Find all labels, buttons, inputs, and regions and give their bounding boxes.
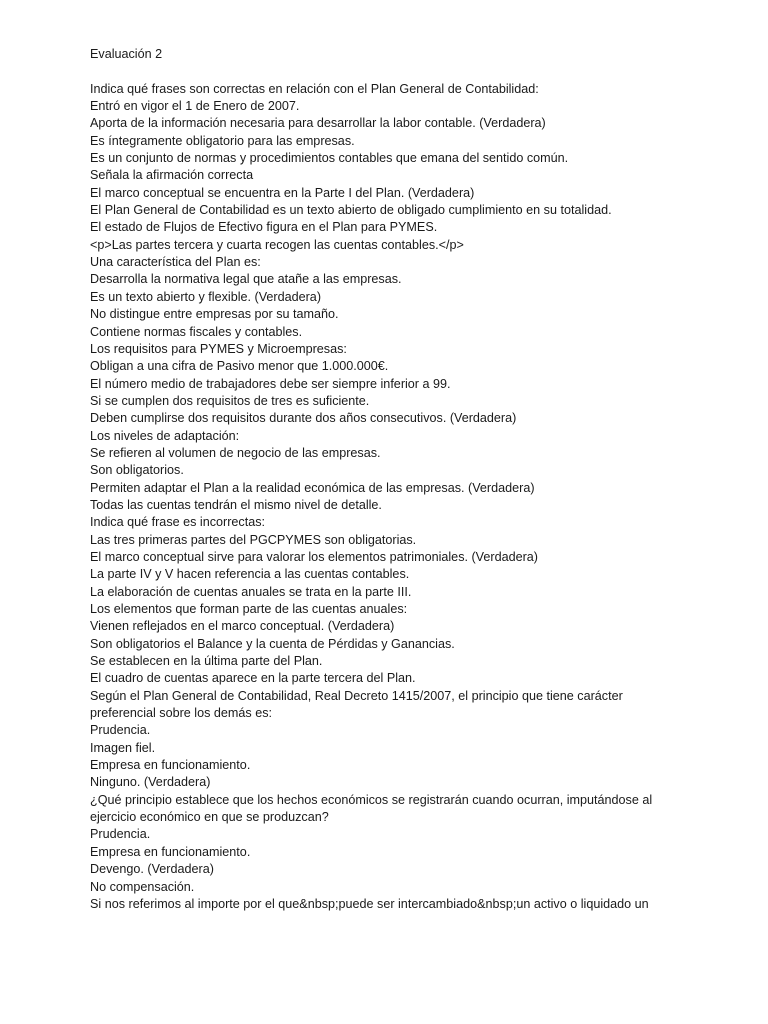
text-line: ¿Qué principio establece que los hechos económicos se registrarán cuando ocurran, imputándose al: [90, 792, 653, 807]
text-line: El estado de Flujos de Efectivo figura en el Plan para PYMES.: [90, 220, 438, 235]
text-line: No compensación.: [90, 879, 195, 894]
document-body: [90, 81, 730, 914]
text-line: Si se cumplen dos requisitos de tres es suficiente.: [90, 393, 370, 408]
text-line: Permiten adaptar el Plan a la realidad económica de las empresas. (Verdadera): [90, 480, 535, 495]
text-line: La elaboración de cuentas anuales se trata en la parte III.: [90, 584, 412, 599]
text-line: Se refieren al volumen de negocio de las empresas.: [90, 445, 381, 460]
text-line: Desarrolla la normativa legal que atañe a las empresas.: [90, 272, 402, 287]
text-line: Devengo. (Verdadera): [90, 862, 214, 877]
text-line: Una característica del Plan es:: [90, 255, 261, 270]
text-line: Son obligatorios el Balance y la cuenta de Pérdidas y Ganancias.: [90, 636, 455, 651]
text-line: El marco conceptual sirve para valorar los elementos patrimoniales. (Verdadera): [90, 549, 538, 564]
text-line: Empresa en funcionamiento.: [90, 844, 251, 859]
text-line: Imagen fiel.: [90, 740, 156, 755]
text-line: No distingue entre empresas por su tamaño.: [90, 307, 339, 322]
text-line: Es un conjunto de normas y procedimientos contables que emana del sentido común.: [90, 151, 569, 166]
text-line: preferencial sobre los demás es:: [90, 706, 273, 721]
text-line: Se establecen en la última parte del Plan.: [90, 654, 323, 669]
text-line: Vienen reflejados en el marco conceptual. (Verdadera): [90, 619, 395, 634]
text-line: Prudencia.: [90, 827, 151, 842]
text-line: Las tres primeras partes del PGCPYMES son obligatorias.: [90, 532, 417, 547]
text-line: Indica qué frase es incorrectas:: [90, 515, 266, 530]
text-line: Entró en vigor el 1 de Enero de 2007.: [90, 99, 300, 114]
text-line: Indica qué frases son correctas en relación con el Plan General de Contabilidad:: [90, 81, 539, 96]
text-line: Ninguno. (Verdadera): [90, 775, 211, 790]
document-content: [90, 46, 730, 913]
text-line: Los elementos que forman parte de las cuentas anuales:: [90, 602, 408, 616]
text-line: Los niveles de adaptación:: [90, 428, 240, 443]
text-line: Es íntegramente obligatorio para las empresas.: [90, 133, 355, 148]
text-line: <p>Las partes tercera y cuarta recogen las cuentas contables.</p>: [90, 237, 464, 252]
text-line: Todas las cuentas tendrán el mismo nivel de detalle.: [90, 497, 382, 512]
text-line: Los requisitos para PYMES y Microempresas:: [90, 341, 347, 356]
text-line: Aporta de la información necesaria para desarrollar la labor contable. (Verdadera): [90, 116, 546, 131]
text-line: La parte IV y V hacen referencia a las cuentas contables.: [90, 567, 410, 582]
text-line: Obligan a una cifra de Pasivo menor que 1.000.000€.: [90, 359, 389, 374]
text-line: El número medio de trabajadores debe ser siempre inferior a 99.: [90, 376, 451, 391]
text-line: Empresa en funcionamiento.: [90, 758, 251, 773]
text-line: Prudencia.: [90, 723, 151, 738]
text-line: Es un texto abierto y flexible. (Verdadera): [90, 289, 322, 304]
text-line: El cuadro de cuentas aparece en la parte tercera del Plan.: [90, 671, 416, 686]
text-line: Contiene normas fiscales y contables.: [90, 324, 303, 339]
text-line: Señala la afirmación correcta: [90, 168, 254, 183]
document-title: Evaluación 2: [90, 47, 163, 61]
text-line: El marco conceptual se encuentra en la Parte I del Plan. (Verdadera): [90, 185, 475, 200]
text-line: ejercicio económico en que se produzcan?: [90, 810, 329, 825]
text-line: Son obligatorios.: [90, 463, 184, 478]
text-line: El Plan General de Contabilidad es un texto abierto de obligado cumplimiento en su totalidad.: [90, 203, 612, 218]
text-line: Si nos referimos al importe por el que&nbsp;puede ser intercambiado&nbsp;un activo o liquidado un: [90, 896, 649, 911]
text-line: Según el Plan General de Contabilidad, Real Decreto 1415/2007, el principio que tiene carácter: [90, 688, 623, 703]
text-line: Deben cumplirse dos requisitos durante dos años consecutivos. (Verdadera): [90, 411, 517, 426]
